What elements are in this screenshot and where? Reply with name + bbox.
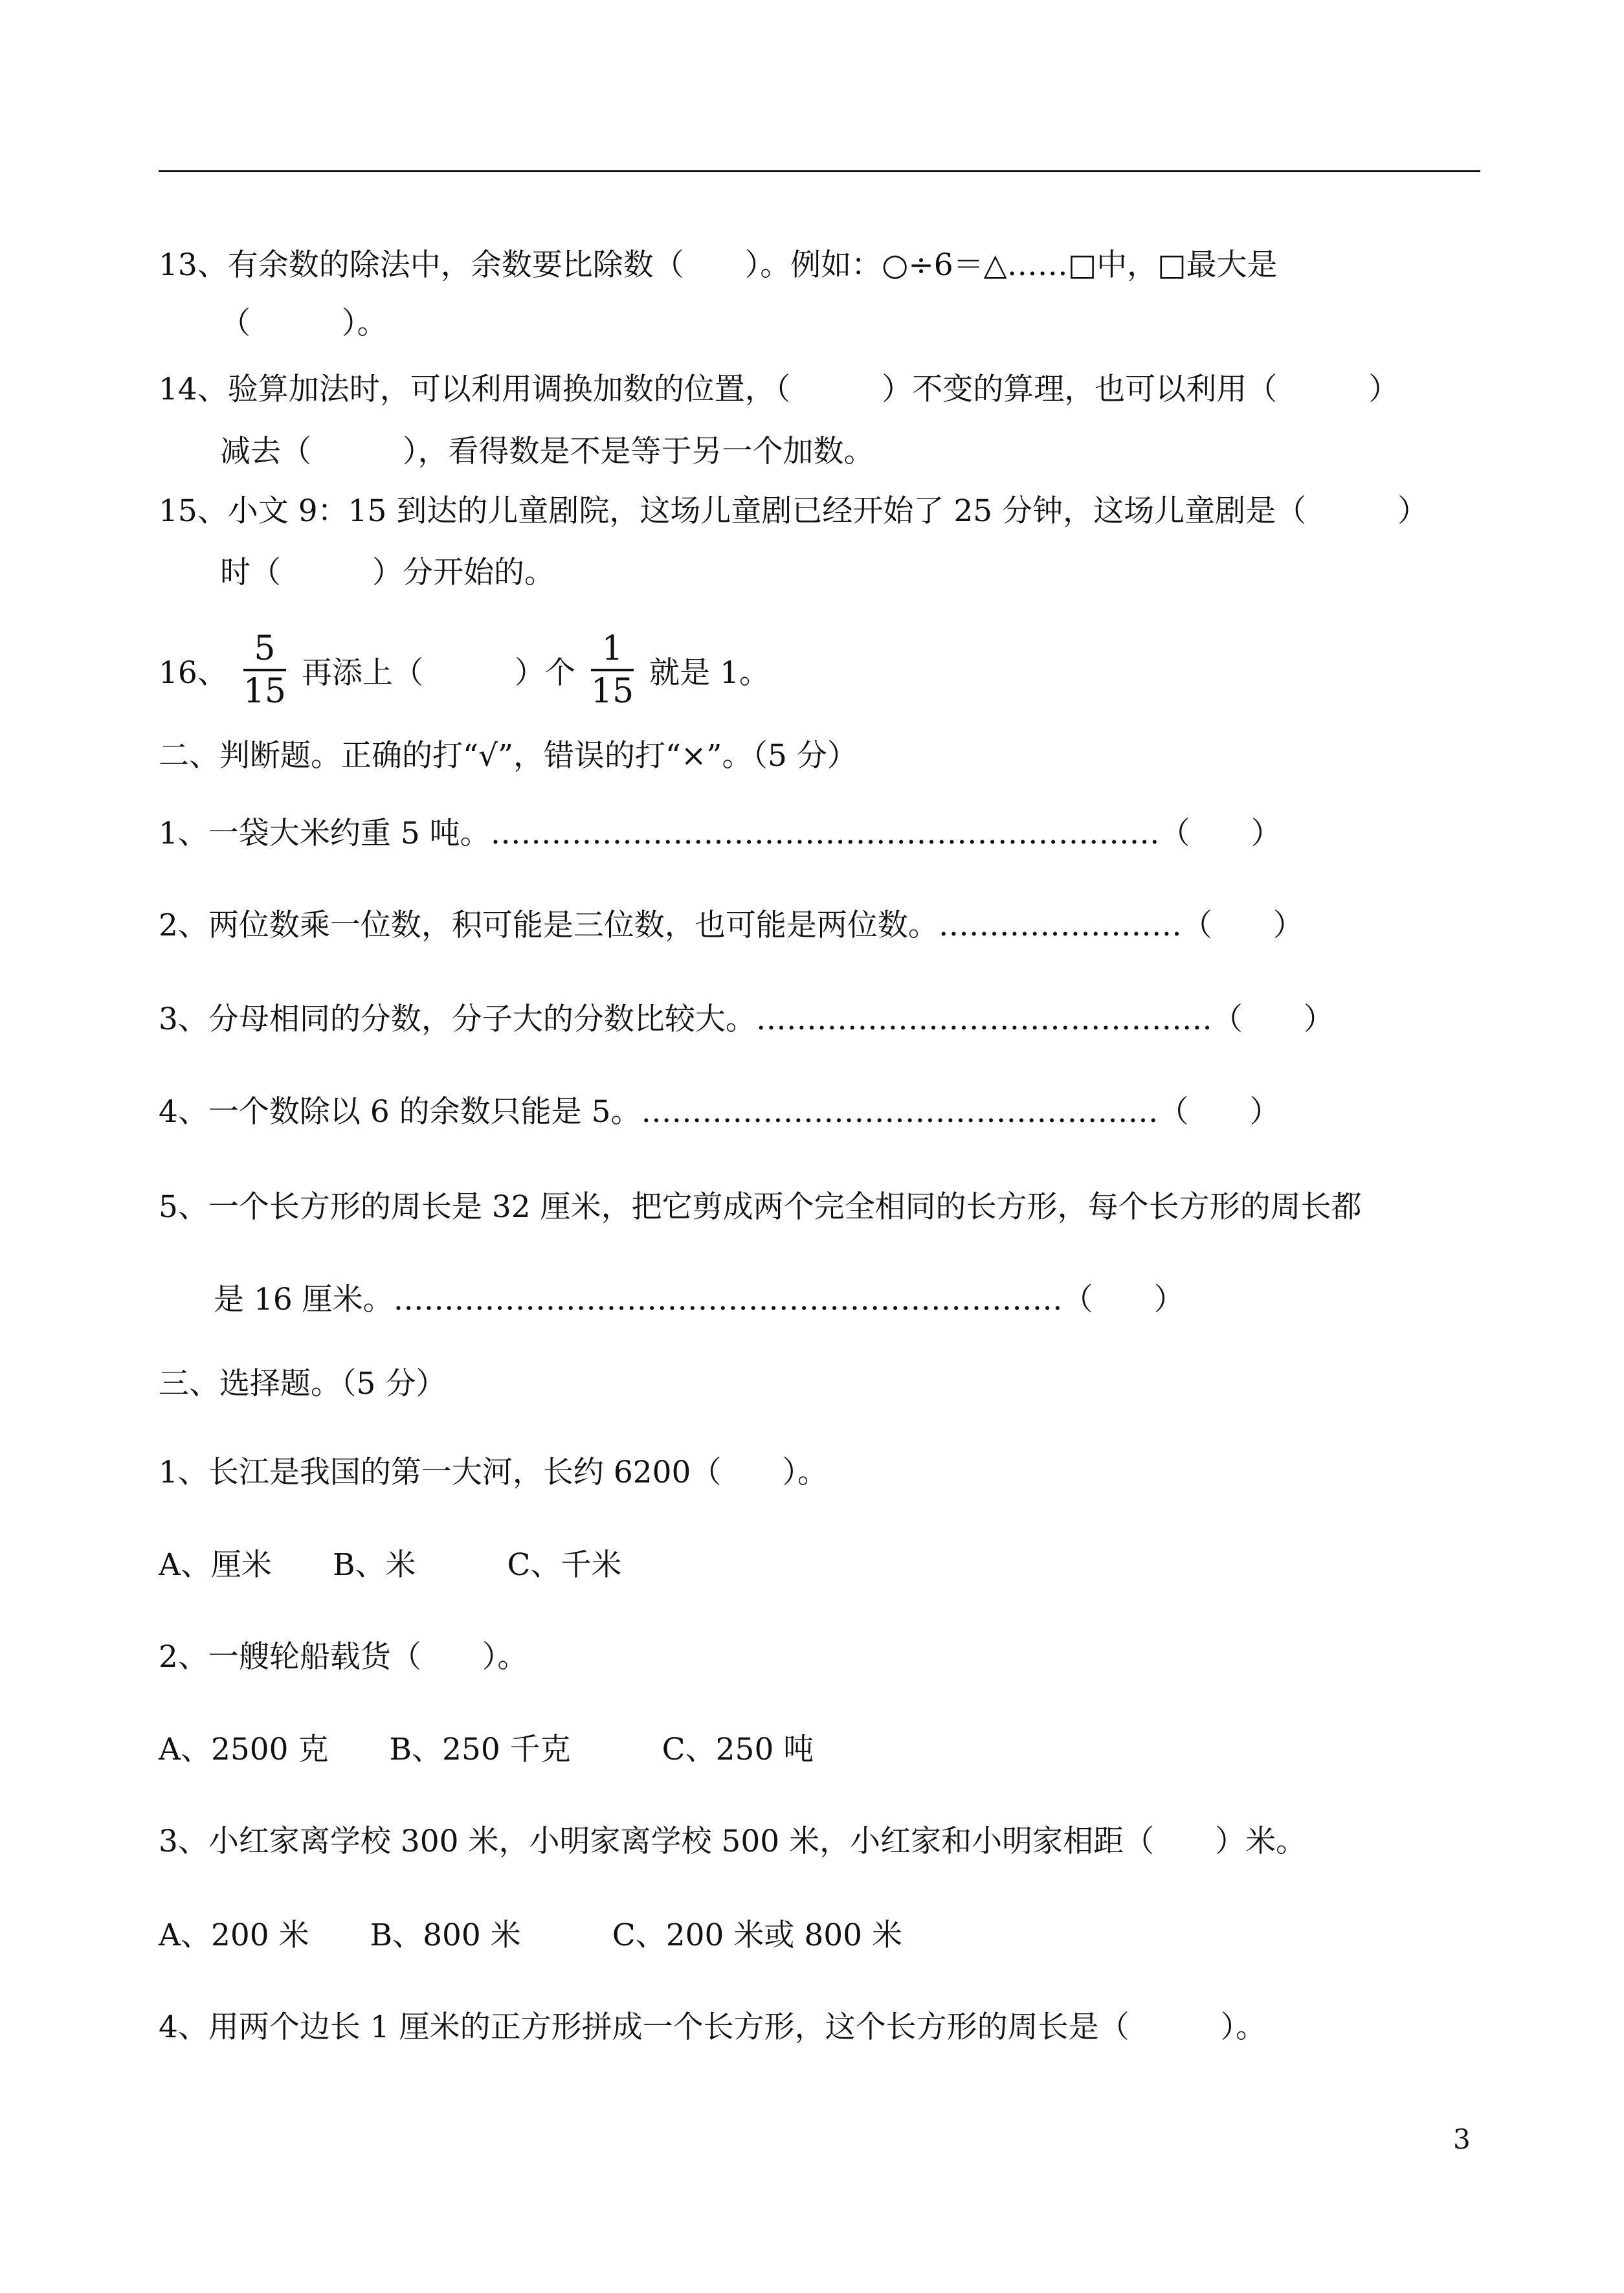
choice-question-2: 2、一艘轮船载货（ ）。 — [159, 1639, 528, 1675]
question-16 — [159, 621, 770, 719]
question-13-line-2: （ ）。 — [220, 306, 388, 341]
judge-question-5-line-2: 是 16 厘米。…………………………………………………………（ ） — [214, 1282, 1185, 1317]
question-13-line-1: 13、有余数的除法中，余数要比除数（ ）。例如：○÷6＝△……□中，□最大是 — [159, 247, 1278, 283]
header-rule — [159, 170, 1480, 172]
choice-question-3-options: A、200 米 B、800 米 C、200 米或 800 米 — [159, 1918, 902, 1953]
choice-question-1-options: A、厘米 B、米 C、千米 — [159, 1547, 622, 1583]
choice-question-2-options: A、2500 克 B、250 千克 C、250 吨 — [159, 1732, 814, 1767]
question-16-middle: 再添上（ ）个 — [301, 654, 575, 691]
fraction-numerator: 1 — [601, 629, 623, 668]
judge-section-heading: 二、判断题。正确的打“√”，错误的打“×”。（5 分） — [159, 738, 858, 774]
fraction-one-fifteenth — [588, 629, 636, 711]
choice-question-3: 3、小红家离学校 300 米，小明家离学校 500 米，小红家和小明家相距（ ）米。 — [159, 1824, 1307, 1859]
question-14-line-1: 14、验算加法时，可以利用调换加数的位置，（ ）不变的算理，也可以利用（ ） — [159, 372, 1399, 407]
fraction-five-fifteenths — [241, 629, 289, 711]
judge-question-5-line-1: 5、一个长方形的周长是 32 厘米，把它剪成两个完全相同的长方形，每个长方形的周长都 — [159, 1189, 1362, 1225]
judge-question-1: 1、一袋大米约重 5 吨。…………………………………………………………（ ） — [159, 816, 1282, 851]
fraction-denominator: 15 — [590, 672, 634, 711]
fraction-denominator: 15 — [243, 672, 286, 711]
choice-question-4: 4、用两个边长 1 厘米的正方形拼成一个长方形，这个长方形的周长是（ ）。 — [159, 2009, 1267, 2045]
question-14-line-2: 减去（ ），看得数是不是等于另一个加数。 — [220, 434, 874, 469]
judge-question-3: 3、分母相同的分数，分子大的分数比较大。………………………………………（ ） — [159, 1001, 1334, 1037]
question-15-line-2: 时（ ）分开始的。 — [220, 555, 555, 590]
choice-question-1: 1、长江是我国的第一大河，长约 6200（ ）。 — [159, 1455, 828, 1490]
fraction-numerator: 5 — [254, 629, 276, 668]
judge-question-2: 2、两位数乘一位数，积可能是三位数，也可能是两位数。……………………（ ） — [159, 908, 1304, 943]
question-15-line-1: 15、小文 9：15 到达的儿童剧院，这场儿童剧已经开始了 25 分钟，这场儿童剧是（ ） — [159, 493, 1429, 529]
question-16-suffix: 就是 1。 — [649, 654, 770, 691]
choice-section-heading: 三、选择题。（5 分） — [159, 1366, 447, 1402]
question-16-prefix: 16、 — [159, 654, 228, 691]
page-number: 3 — [1453, 2123, 1471, 2155]
judge-question-4: 4、一个数除以 6 的余数只能是 5。……………………………………………（ ） — [159, 1094, 1280, 1130]
